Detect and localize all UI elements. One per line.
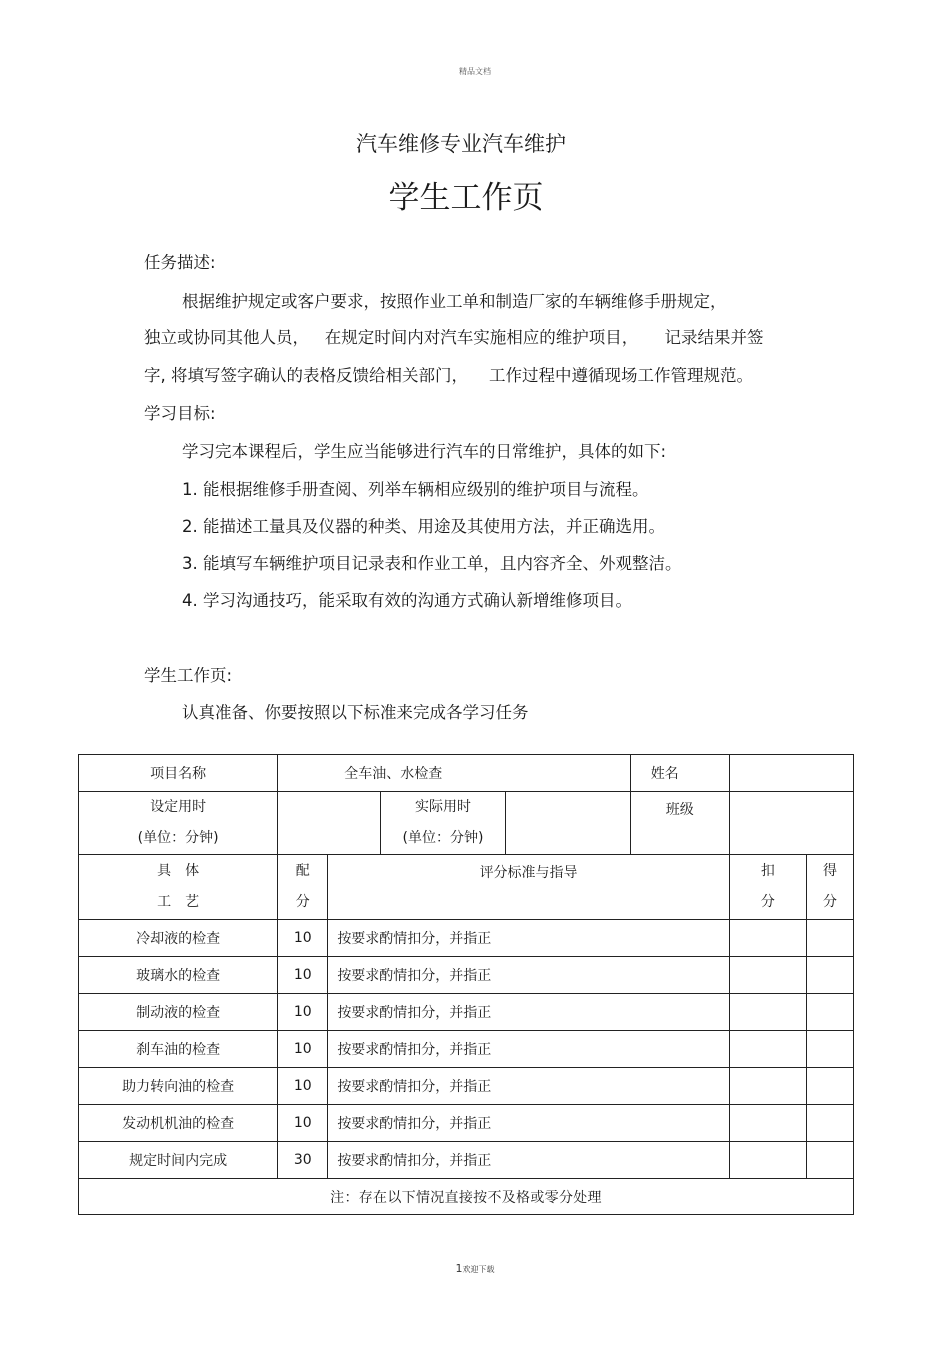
class-label: 班级 — [630, 792, 729, 855]
actual-time-label-cell — [381, 792, 505, 855]
task-line-1: 根据维护规定或客户要求，按照作业工单和制造厂家的车辆维修手册规定， — [182, 292, 727, 311]
set-time-label-cell — [79, 792, 278, 855]
project-label: 项目名称 — [79, 755, 278, 792]
table-row — [79, 1105, 854, 1142]
row-item: 发动机机油的检查 — [79, 1105, 278, 1142]
worksheet-heading: 学生工作页: — [144, 666, 233, 685]
actual-time-label: 实际用时 — [414, 799, 471, 815]
goal-intro: 学习完本课程后，学生应当能够进行汽车的日常维护，具体的如下: — [182, 442, 667, 461]
row-got-cell[interactable] — [806, 1105, 853, 1142]
row-score: 10 — [278, 1068, 328, 1105]
col-process-line2: 工 艺 — [157, 894, 200, 910]
row-item: 冷却液的检查 — [79, 920, 278, 957]
table-row — [79, 994, 854, 1031]
row-deduct-cell[interactable] — [729, 920, 806, 957]
set-time-unit: (单位：分钟) — [137, 830, 219, 846]
row-item: 制动液的检查 — [79, 994, 278, 1031]
col-process-header — [79, 855, 278, 920]
set-time-label: 设定用时 — [150, 799, 207, 815]
table-row — [79, 920, 854, 957]
row-score: 10 — [278, 920, 328, 957]
goal-heading: 学习目标: — [144, 404, 216, 423]
document-subtitle: 学生工作页 — [388, 180, 544, 216]
row-item: 助力转向油的检查 — [79, 1068, 278, 1105]
row-got-cell[interactable] — [806, 1142, 853, 1179]
row-criteria: 按要求酌情扣分，并指正 — [328, 1068, 730, 1105]
task-heading: 任务描述: — [144, 253, 216, 272]
row-score: 10 — [278, 1031, 328, 1068]
row-score: 30 — [278, 1142, 328, 1179]
project-value: 全车油、水检查 — [278, 755, 630, 792]
row-got-cell[interactable] — [806, 920, 853, 957]
name-label: 姓名 — [630, 755, 729, 792]
row-got-cell[interactable] — [806, 1068, 853, 1105]
goal-item: 4. 学习沟通技巧，能采取有效的沟通方式确认新增维修项目。 — [182, 591, 632, 610]
row-deduct-cell[interactable] — [729, 994, 806, 1031]
row-got-cell[interactable] — [806, 957, 853, 994]
row-criteria: 按要求酌情扣分，并指正 — [328, 1105, 730, 1142]
row-criteria: 按要求酌情扣分，并指正 — [328, 920, 730, 957]
col-score-header — [278, 855, 328, 920]
row-deduct-cell[interactable] — [729, 1031, 806, 1068]
row-got-cell[interactable] — [806, 1031, 853, 1068]
row-got-cell[interactable] — [806, 994, 853, 1031]
col-score-line1: 配 — [295, 863, 310, 879]
row-score: 10 — [278, 957, 328, 994]
col-deduct-line1: 扣 — [760, 863, 775, 879]
row-criteria: 按要求酌情扣分，并指正 — [328, 957, 730, 994]
table-row — [79, 1031, 854, 1068]
col-got-line1: 得 — [822, 863, 837, 879]
row-deduct-cell[interactable] — [729, 1142, 806, 1179]
page-footer — [0, 1262, 950, 1275]
table-note: 注：存在以下情况直接按不及格或零分处理 — [79, 1179, 854, 1215]
task-line-3: 字, 将填写签字确认的表格反馈给相关部门， 工作过程中遵循现场工作管理规范。 — [144, 366, 753, 385]
task-line-2: 独立或协同其他人员， 在规定时间内对汽车实施相应的维护项目， 记录结果并签 — [144, 328, 764, 347]
col-process-line1: 具 体 — [157, 863, 200, 879]
row-item: 玻璃水的检查 — [79, 957, 278, 994]
actual-time-unit: (单位：分钟) — [402, 830, 484, 846]
row-deduct-cell[interactable] — [729, 1068, 806, 1105]
class-value-cell[interactable] — [729, 792, 853, 855]
page-number: 1 — [455, 1262, 463, 1275]
row-criteria: 按要求酌情扣分，并指正 — [328, 1142, 730, 1179]
set-time-value-cell[interactable] — [278, 792, 381, 855]
col-score-line2: 分 — [295, 894, 310, 910]
goal-item: 3. 能填写车辆维护项目记录表和作业工单，且内容齐全、外观整洁。 — [182, 554, 682, 573]
scoring-table — [78, 754, 854, 1215]
document-title: 汽车维修专业汽车维护 — [356, 132, 566, 156]
row-criteria: 按要求酌情扣分，并指正 — [328, 994, 730, 1031]
row-item: 规定时间内完成 — [79, 1142, 278, 1179]
table-row — [79, 1142, 854, 1179]
col-criteria-header: 评分标准与指导 — [328, 855, 730, 920]
table-row — [79, 957, 854, 994]
col-deduct-header — [729, 855, 806, 920]
actual-time-value-cell[interactable] — [505, 792, 630, 855]
row-item: 刹车油的检查 — [79, 1031, 278, 1068]
worksheet-intro: 认真准备、你要按照以下标准来完成各学习任务 — [182, 703, 529, 722]
row-score: 10 — [278, 994, 328, 1031]
goal-item: 2. 能描述工量具及仪器的种类、用途及其使用方法，并正确选用。 — [182, 517, 665, 536]
table-row — [79, 1068, 854, 1105]
name-value-cell[interactable] — [729, 755, 853, 792]
row-deduct-cell[interactable] — [729, 957, 806, 994]
goal-item: 1. 能根据维修手册查阅、列举车辆相应级别的维护项目与流程。 — [182, 480, 649, 499]
col-deduct-line2: 分 — [760, 894, 775, 910]
footer-text: 欢迎下载 — [462, 1265, 495, 1274]
row-score: 10 — [278, 1105, 328, 1142]
row-criteria: 按要求酌情扣分，并指正 — [328, 1031, 730, 1068]
row-deduct-cell[interactable] — [729, 1105, 806, 1142]
col-got-header — [806, 855, 853, 920]
col-got-line2: 分 — [822, 894, 837, 910]
header-note: 精品文档 — [459, 67, 491, 76]
